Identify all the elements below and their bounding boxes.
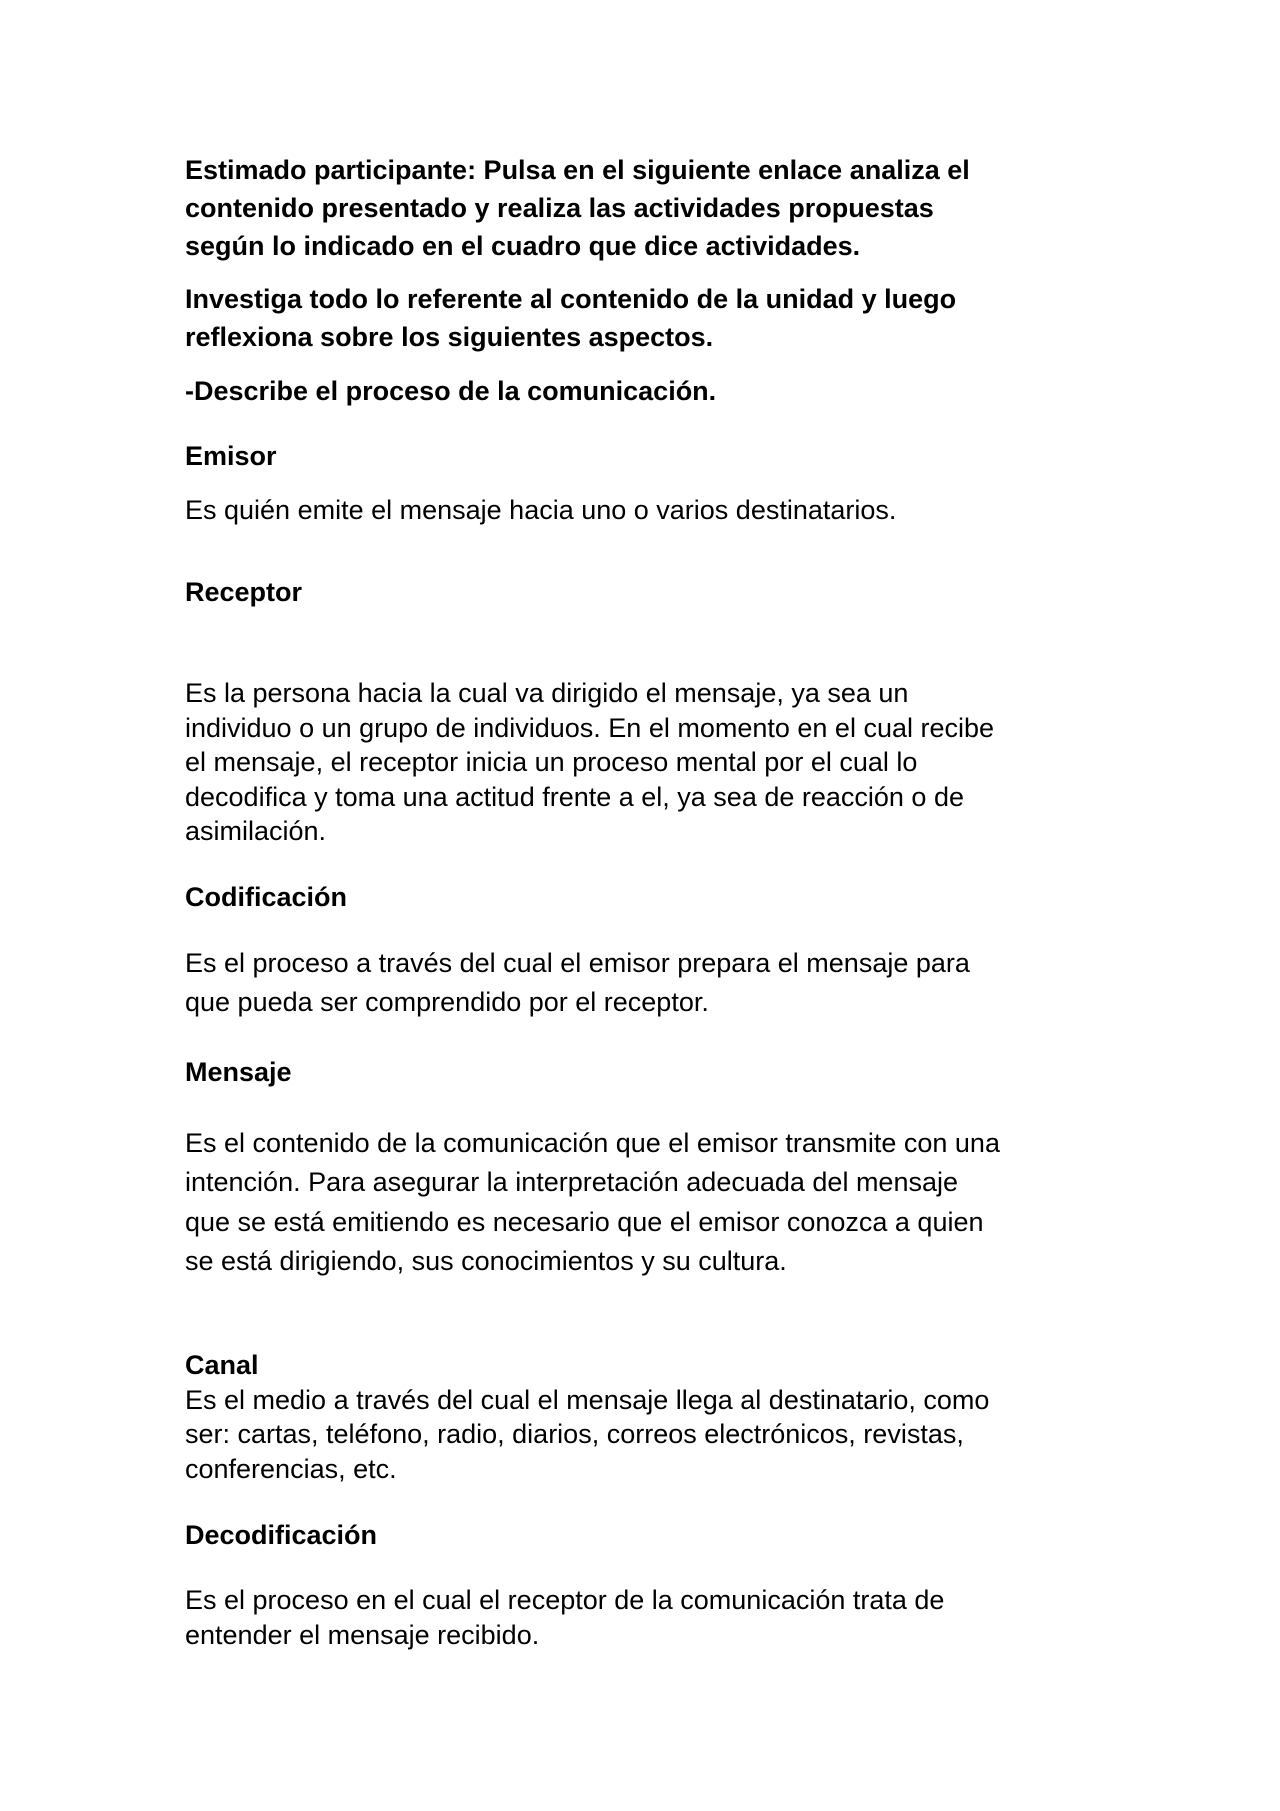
intro-line: según lo indicado en el cuadro que dice actividades.	[185, 231, 861, 261]
section-text-line: Es el proceso en el cual el receptor de la comunicación trata de	[185, 1585, 945, 1615]
section-text-line: ser: cartas, teléfono, radio, diarios, correos electrónicos, revistas,	[185, 1419, 964, 1449]
section-text-line: Es el medio a través del cual el mensaje llega al destinatario, como	[185, 1385, 990, 1415]
section-heading: Codificación	[185, 882, 348, 912]
section-text-line: se está dirigiendo, sus conocimientos y su cultura.	[185, 1246, 787, 1276]
section-heading: Receptor	[185, 577, 303, 607]
section-heading: Canal	[185, 1350, 259, 1380]
section-text-line: Es el contenido de la comunicación que el emisor transmite con una	[185, 1128, 1000, 1158]
intro-line: contenido presentado y realiza las actividades propuestas	[185, 193, 934, 223]
section-text-line: que pueda ser comprendido por el receptor.	[185, 987, 709, 1017]
section-text-line: que se está emitiendo es necesario que el emisor conozca a quien	[185, 1207, 984, 1237]
section-text-line: conferencias, etc.	[185, 1454, 397, 1484]
section-text-line: intención. Para asegurar la interpretación adecuada del mensaje	[185, 1167, 958, 1197]
section-heading: Mensaje	[185, 1057, 292, 1087]
section-text-line: Es la persona hacia la cual va dirigido el mensaje, ya sea un	[185, 678, 909, 708]
section-heading: Emisor	[185, 441, 277, 471]
section-text-line: Es quién emite el mensaje hacia uno o varios destinatarios.	[185, 495, 897, 525]
intro-line: Estimado participante: Pulsa en el siguiente enlace analiza el	[185, 155, 970, 185]
section-text-line: individuo o un grupo de individuos. En el momento en el cual recibe	[185, 713, 995, 743]
instruction-line: reflexiona sobre los siguientes aspectos.	[185, 322, 714, 352]
section-text-line: entender el mensaje recibido.	[185, 1620, 540, 1650]
instruction-line: Investiga todo lo referente al contenido de la unidad y luego	[185, 284, 957, 314]
section-text-line: asimilación.	[185, 816, 327, 846]
section-text-line: decodifica y toma una actitud frente a el, ya sea de reacción o de	[185, 782, 964, 812]
section-heading: Decodificación	[185, 1520, 378, 1550]
section-text-line: el mensaje, el receptor inicia un proceso mental por el cual lo	[185, 747, 918, 777]
section-text-line: Es el proceso a través del cual el emisor prepara el mensaje para	[185, 948, 970, 978]
task-heading: -Describe el proceso de la comunicación.	[185, 376, 717, 406]
